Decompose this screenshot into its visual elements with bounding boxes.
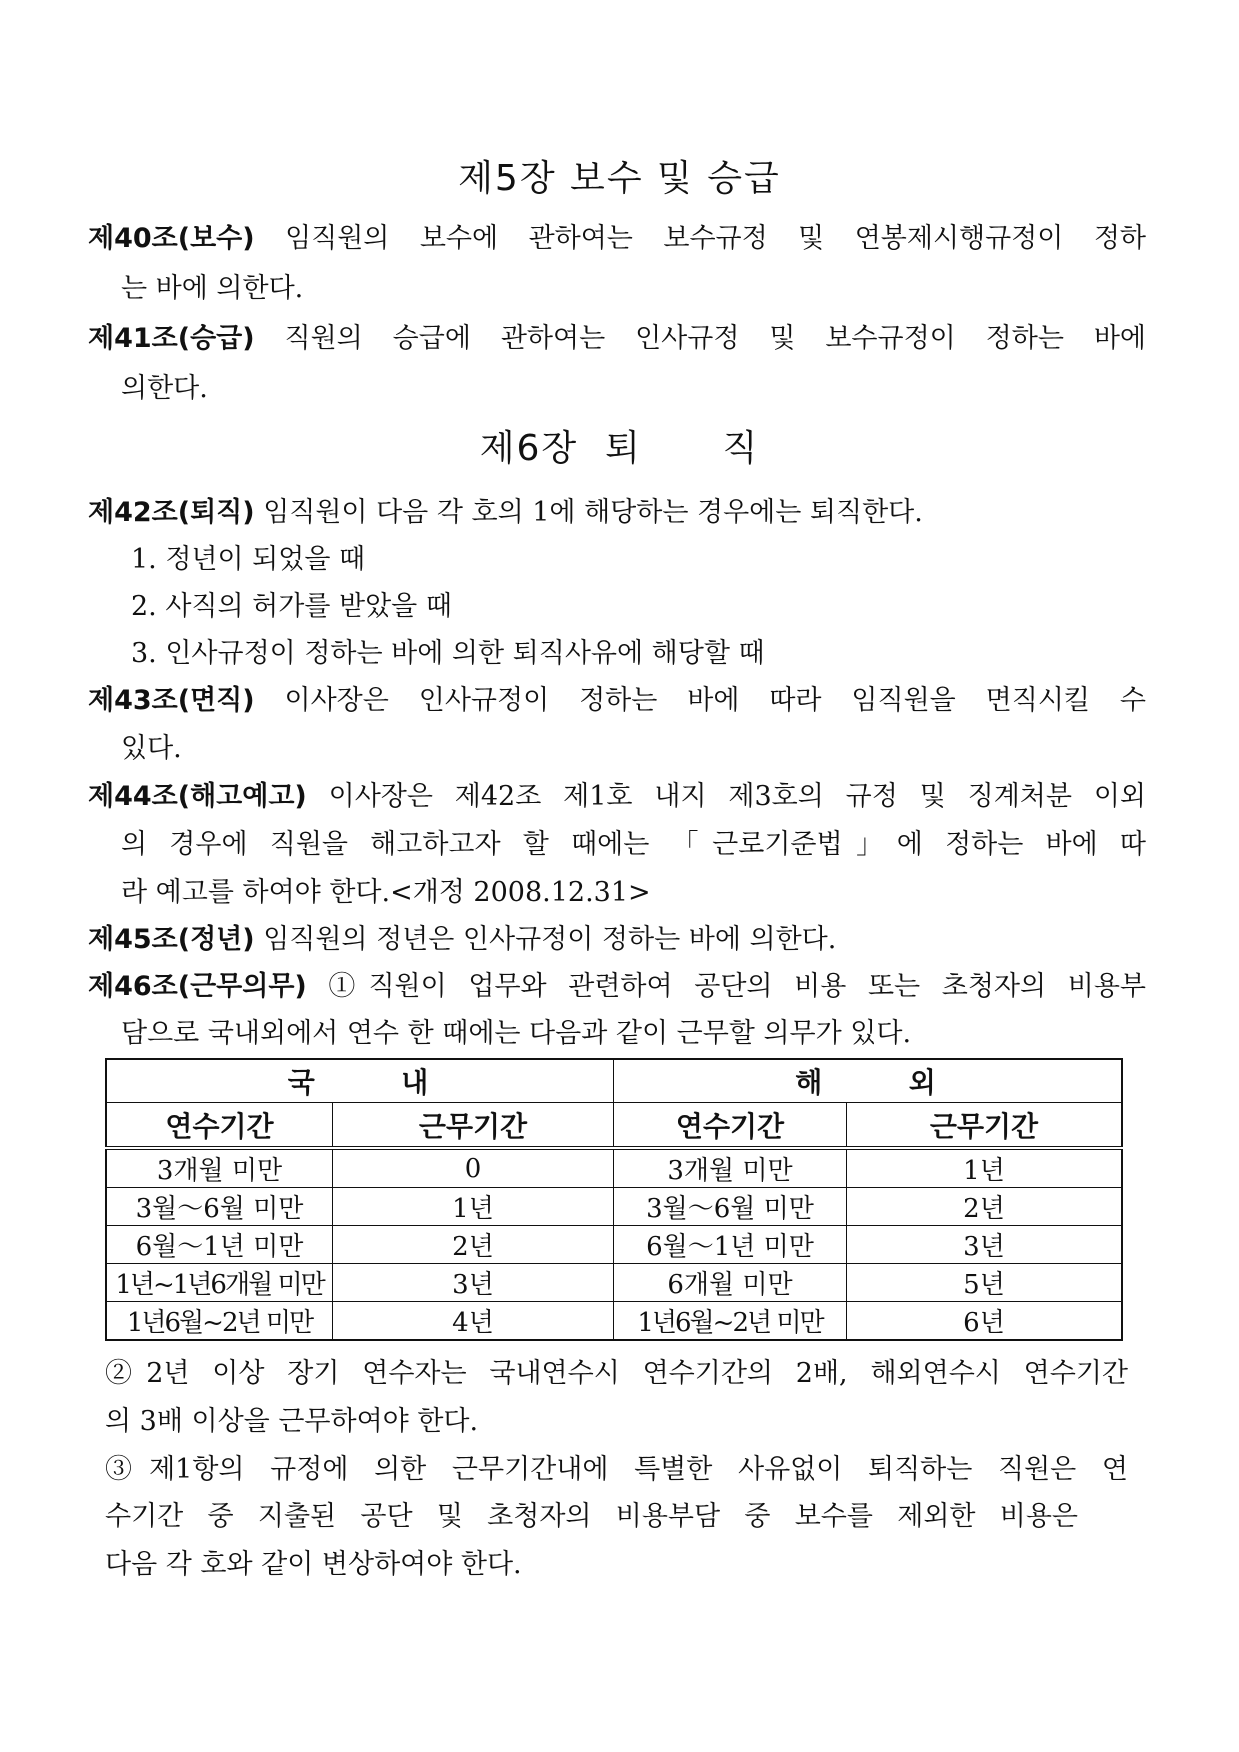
article-43: [88, 684, 1146, 718]
col-overseas-training: 연수기간: [614, 1103, 847, 1149]
table-cell: 1년6월~2년 미만: [106, 1302, 333, 1341]
table-cell: 0: [333, 1148, 614, 1188]
article-46-label: 제46조(근무의무): [88, 971, 307, 1002]
article-44-cont-2: 라 예고를 하여야 한다.<개정 2008.12.31>: [121, 877, 651, 908]
article-45-label: 제45조(정년): [88, 924, 255, 955]
article-41-label: 제41조(승급): [88, 323, 255, 354]
overseas-header: 해 외: [614, 1059, 1123, 1103]
table-cell: 3월～6월 미만: [614, 1188, 847, 1226]
article-44-label: 제44조(해고예고): [88, 781, 307, 812]
table-row: [106, 1302, 1122, 1341]
table-cell: 4년: [333, 1302, 614, 1341]
table-cell: 6년: [847, 1302, 1123, 1341]
table-cell: 1년6월~2년 미만: [614, 1302, 847, 1341]
table-cell: 1년~1년6개월 미만: [106, 1264, 333, 1302]
table-group-row: [106, 1059, 1122, 1103]
article-46-text: ①직원이 업무와 관련하여 공단의 비용 또는 초청자의 비용부: [328, 971, 1146, 1002]
col-domestic-training: 연수기간: [106, 1103, 333, 1149]
article-44-text: 이사장은 제42조 제1호 내지 제3호의 규정 및 징계처분 이외: [328, 781, 1146, 812]
table-cell: 2년: [333, 1226, 614, 1264]
table-cell: 5년: [847, 1264, 1123, 1302]
chapter6-heading: 제6장 퇴 직: [479, 428, 760, 469]
table-cell: 3개월 미만: [106, 1148, 333, 1188]
table-cell: 1년: [333, 1188, 614, 1226]
table-cell: 3개월 미만: [614, 1148, 847, 1188]
article-41: [88, 322, 1146, 356]
article-46-para3-line2: 수기간 중 지출된 공단 및 초청자의 비용부담 중 보수를 제외한 비용은: [105, 1501, 1078, 1532]
article-42-text: 임직원이 다음 각 호의 1에 해당하는 경우에는 퇴직한다.: [263, 497, 923, 528]
table-cell: 1년: [847, 1148, 1123, 1188]
article-42-item-3: 3. 인사규정이 정하는 바에 의한 퇴직사유에 해당할 때: [131, 638, 765, 669]
article-40-text: 임직원의 보수에 관하여는 보수규정 및 연봉제시행규정이 정하: [285, 223, 1146, 254]
table-cell: 3년: [847, 1226, 1123, 1264]
article-46-para2-line2: 의 3배 이상을 근무하여야 한다.: [105, 1406, 479, 1437]
article-42-item-2: 2. 사직의 허가를 받았을 때: [131, 591, 452, 622]
table-cell: 6개월 미만: [614, 1264, 847, 1302]
chapter5-heading: 제5장 보수 및 승급: [458, 158, 781, 199]
article-40-label: 제40조(보수): [88, 223, 255, 254]
article-43-text: 이사장은 인사규정이 정하는 바에 따라 임직원을 면직시킬 수: [284, 685, 1146, 716]
article-46: [88, 970, 1146, 1004]
col-domestic-service: 근무기간: [333, 1103, 614, 1149]
table-row: [106, 1264, 1122, 1302]
article-46-para3-line3: 다음 각 호와 같이 변상하여야 한다.: [105, 1549, 522, 1580]
table-row: [106, 1188, 1122, 1226]
article-42: [88, 496, 923, 530]
article-41-text: 직원의 승급에 관하여는 인사규정 및 보수규정이 정하는 바에: [284, 323, 1146, 354]
service-period-table: [105, 1058, 1123, 1341]
article-45: [88, 923, 836, 957]
article-46-cont: 담으로 국내외에서 연수 한 때에는 다음과 같이 근무할 의무가 있다.: [121, 1018, 912, 1049]
table-cell: 3월～6월 미만: [106, 1188, 333, 1226]
article-41-cont: 의한다.: [121, 373, 208, 404]
article-45-text: 임직원의 정년은 인사규정이 정하는 바에 의한다.: [263, 924, 837, 955]
article-43-label: 제43조(면직): [88, 685, 255, 716]
article-40-cont: 는 바에 의한다.: [121, 273, 304, 304]
table-row: [106, 1226, 1122, 1264]
table-cell: 6월～1년 미만: [106, 1226, 333, 1264]
col-overseas-service: 근무기간: [847, 1103, 1123, 1149]
article-42-item-1: 1. 정년이 되었을 때: [131, 544, 366, 575]
article-44: [88, 780, 1146, 814]
article-42-label: 제42조(퇴직): [88, 497, 255, 528]
article-40: [88, 222, 1146, 256]
table-cell: 6월～1년 미만: [614, 1226, 847, 1264]
table-cell: 2년: [847, 1188, 1123, 1226]
article-46-para3-line1: ③제1항의 규정에 의한 근무기간내에 특별한 사유없이 퇴직하는 직원은 연: [105, 1454, 1128, 1485]
domestic-header: 국 내: [106, 1059, 614, 1103]
article-44-cont-1: 의 경우에 직원을 해고하고자 할 때에는 「근로기준법」에 정하는 바에 따: [121, 829, 1146, 860]
article-43-cont: 있다.: [121, 733, 182, 764]
table-row: [106, 1148, 1122, 1188]
table-cell: 3년: [333, 1264, 614, 1302]
article-46-para2-line1: ②2년 이상 장기 연수자는 국내연수시 연수기간의 2배, 해외연수시 연수기간: [105, 1358, 1128, 1389]
table-header-row: [106, 1103, 1122, 1149]
